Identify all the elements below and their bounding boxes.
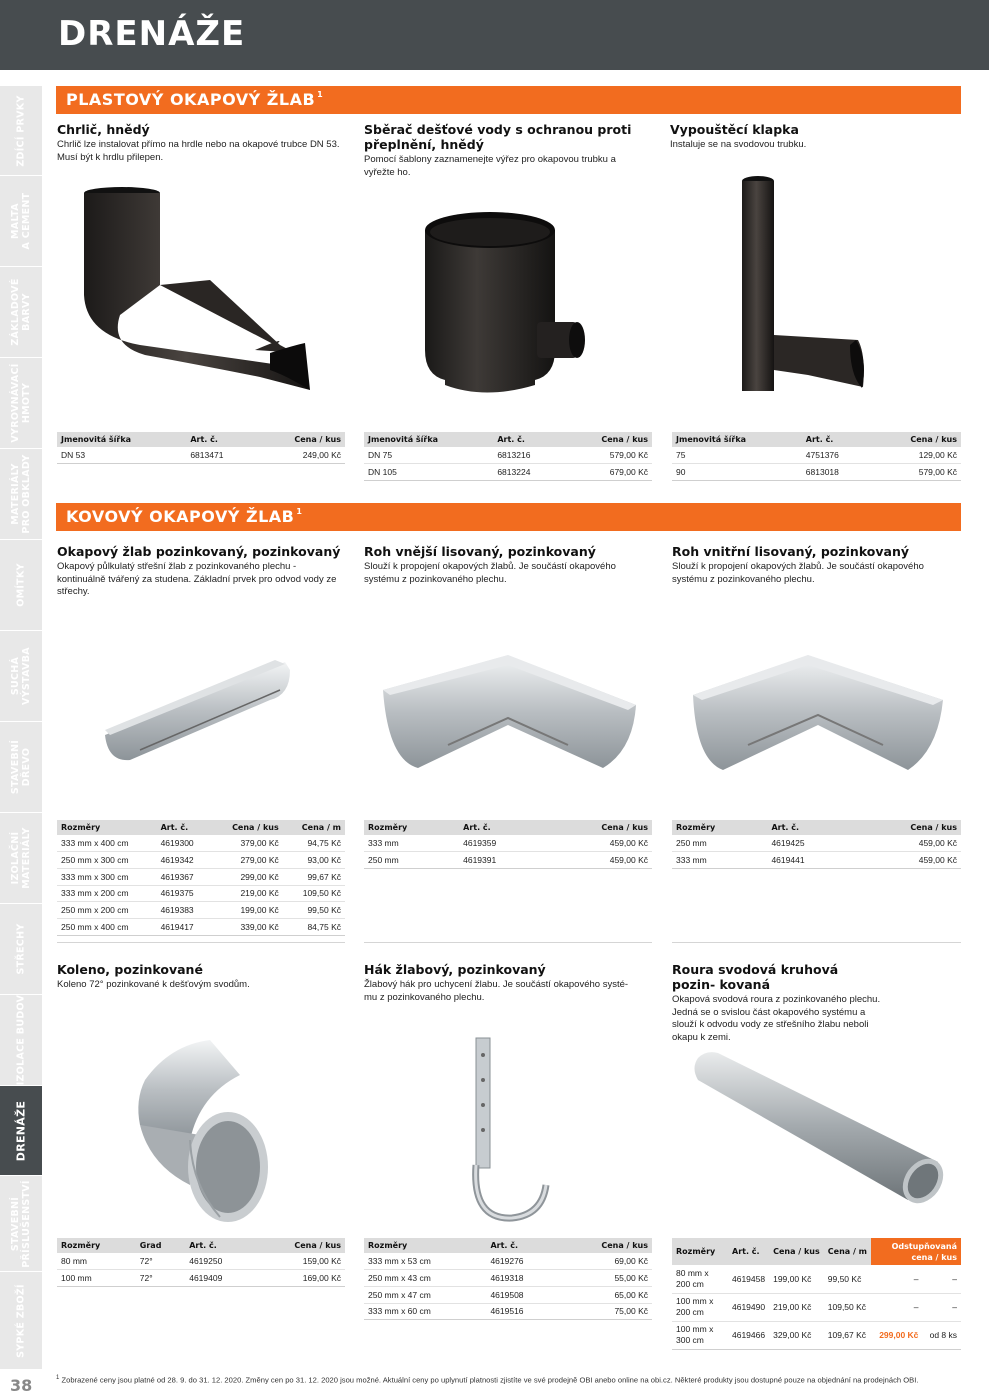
sidebar-tab-stavebni-drevo[interactable]: STAVEBNÍ DŘEVO	[0, 722, 42, 813]
product-description: Pomocí šablony zaznamenejte výřez pro okapovou trubku a vyřežte ho.	[364, 154, 616, 178]
sidebar-tab-zakladove-barvy[interactable]: ZÁKLADOVÉ BARVY	[0, 267, 42, 358]
page-number: 38	[10, 1376, 33, 1395]
product-name: Roura svodová kruhová pozin- kovaná	[672, 962, 839, 992]
sidebar-tab-stavebni-prislusenstvi[interactable]: STAVEBNÍ PŘÍSLUŠENSTVÍ	[0, 1176, 42, 1272]
table-row: 100 mm x 300 cm 4619466 329,00 Kč 109,67 Kč 299,00 Kč od 8 ks	[672, 1321, 961, 1349]
product-koleno	[57, 962, 347, 992]
zlab-image	[100, 650, 300, 765]
table-row: 333 mm x 60 cm 4619516 75,00 Kč	[364, 1303, 652, 1320]
table-row: 75 4751376 129,00 Kč	[672, 447, 961, 464]
page-title: DRENÁŽE	[58, 14, 246, 54]
product-name: Chrlič, hnědý	[57, 122, 150, 137]
section-title-plastic: PLASTOVÝ OKAPOVÝ ŽLAB	[66, 90, 316, 109]
product-description: Koleno 72° pozinkované k dešťovým svodům.	[57, 979, 250, 990]
table-hak: Rozměry Art. č. Cena / kus 333 mm x 53 cm 4619276 69,00 Kč 250 mm x 43 cm 4619318 55,00 Kč 250 mm x 47 cm 4619508 65,00 Kč 333 mm x 60 cm 4619516 75,00 Kč	[364, 1238, 652, 1320]
table-row: 250 mm x 300 cm 4619342 279,00 Kč 93,00 Kč	[57, 852, 345, 869]
table-koleno: Rozměry Grad Art. č. Cena / kus 80 mm 72° 4619250 159,00 Kč 100 mm 72° 4619409 169,00 Kč	[57, 1238, 345, 1287]
table-row: 333 mm 4619441 459,00 Kč	[672, 852, 961, 869]
product-description: Slouží k propojení okapových žlabů. Je součástí okapového systému z pozinkovaného plechu.	[364, 561, 616, 585]
table-row: 333 mm x 400 cm 4619300 379,00 Kč 94,75 Kč	[57, 835, 345, 852]
product-description: Slouží k propojení okapových žlabů. Je součástí okapového systému z pozinkovaného plechu.	[672, 561, 924, 585]
table-sberac: Jmenovitá šířka Art. č. Cena / kus DN 75 6813216 579,00 Kč DN 105 6813224 679,00 Kč	[364, 432, 652, 481]
sidebar-tab-drenaze[interactable]: DRENÁŽE	[0, 1086, 42, 1176]
roh-vnejsi-image	[378, 650, 640, 775]
table-row: DN 75 6813216 579,00 Kč	[364, 447, 652, 464]
table-row: DN 53 6813471 249,00 Kč	[57, 447, 345, 464]
product-klapka	[670, 122, 960, 152]
table-zlab: Rozměry Art. č. Cena / kus Cena / m 333 mm x 400 cm 4619300 379,00 Kč 94,75 Kč 250 mm x 300 cm 4619342 279,00 Kč 93,00 Kč 333 mm x 300 cm 4619367 299,00 Kč 99,67 Kč 333 mm x 200 cm 4619375 219,00 Kč 109,50 Kč 250 mm x 200 cm 4619383 199,00 Kč 99,50 Kč 250 mm x 400 cm 4619417 339,00 Kč 84,75 Kč	[57, 820, 345, 936]
product-name: Vypouštěcí klapka	[670, 122, 799, 137]
table-row: 100 mm x 200 cm 4619490 219,00 Kč 109,50 Kč – –	[672, 1293, 961, 1321]
product-name: Sběrač dešťové vody s ochranou proti přeplnění, hnědý	[364, 122, 632, 152]
sidebar-tab-izolace-budov[interactable]: IZOLACE BUDOV	[0, 995, 42, 1086]
divider	[57, 942, 345, 943]
sberac-image	[415, 210, 595, 400]
table-roh-vnejsi: Rozměry Art. č. Cena / kus 333 mm 4619359 459,00 Kč 250 mm 4619391 459,00 Kč	[364, 820, 652, 869]
sidebar-tab-materialy-obklady[interactable]: MATERIÁLY PRO OBKLADY	[0, 449, 42, 540]
sidebar-tab-izolacni-materialy[interactable]: IZOLAČNÍ MATERIÁLY	[0, 813, 42, 904]
section-title-metal: KOVOVÝ OKAPOVÝ ŽLAB	[66, 507, 295, 526]
roura-image	[688, 1050, 950, 1210]
sidebar-tab-strechy[interactable]: STŘECHY	[0, 904, 42, 995]
product-name: Koleno, pozinkované	[57, 962, 203, 977]
table-row: 250 mm x 43 cm 4619318 55,00 Kč	[364, 1270, 652, 1287]
table-row: 333 mm x 53 cm 4619276 69,00 Kč	[364, 1253, 652, 1270]
table-row: 250 mm 4619425 459,00 Kč	[672, 835, 961, 852]
sidebar-tab-malta-cement[interactable]: MALTA A CEMENT	[0, 176, 42, 267]
product-roh-vnejsi	[364, 544, 654, 586]
table-row: 100 mm 72° 4619409 169,00 Kč	[57, 1270, 345, 1287]
table-klapka: Jmenovitá šířka Art. č. Cena / kus 75 4751376 129,00 Kč 90 6813018 579,00 Kč	[672, 432, 961, 481]
koleno-image	[130, 1035, 275, 1225]
table-row: 333 mm 4619359 459,00 Kč	[364, 835, 652, 852]
roh-vnitrni-image	[688, 650, 946, 775]
product-roura	[672, 962, 962, 1044]
sidebar-tab-sucha-vystavba[interactable]: SUCHÁ VÝSTAVBA	[0, 631, 42, 722]
table-row: 90 6813018 579,00 Kč	[672, 464, 961, 481]
product-name: Roh vnější lisovaný, pozinkovaný	[364, 544, 596, 559]
section-bar-plastic: PLASTOVÝ OKAPOVÝ ŽLAB $^1$	[56, 86, 961, 114]
graduated-price: 299,00 Kč	[871, 1321, 922, 1349]
sidebar-tab-sypke-zbozi[interactable]: SYPKÉ ZBOŽÍ	[0, 1272, 42, 1370]
table-row: 333 mm x 300 cm 4619367 299,00 Kč 99,67 Kč	[57, 868, 345, 885]
product-description: Okapový půlkulatý střešní žlab z pozinkovaného plechu - kontinuálně tvářený za studena. Základní prvek pro odvod vody ze střechy.	[57, 561, 337, 597]
table-row: 250 mm 4619391 459,00 Kč	[364, 852, 652, 869]
sidebar-tab-vyrovnavaci-hmoty[interactable]: VYROVNÁVACÍ HMOTY	[0, 358, 42, 449]
product-description: Chrlič lze instalovat přímo na hrdle nebo na okapové trubce DN 53. Musí být k hrdlu přilepen.	[57, 139, 340, 163]
table-row: 333 mm x 200 cm 4619375 219,00 Kč 109,50 Kč	[57, 885, 345, 902]
product-description: Instaluje se na svodovou trubku.	[670, 139, 807, 150]
table-row: 80 mm 72° 4619250 159,00 Kč	[57, 1253, 345, 1270]
hak-image	[462, 1035, 557, 1225]
product-zlab	[57, 544, 347, 599]
page-header	[0, 0, 989, 70]
product-roh-vnitrni	[672, 544, 962, 586]
divider	[672, 942, 961, 943]
table-row: 80 mm x 200 cm 4619458 199,00 Kč 99,50 Kč – –	[672, 1265, 961, 1293]
product-sberac	[364, 122, 654, 179]
table-row: 250 mm x 47 cm 4619508 65,00 Kč	[364, 1286, 652, 1303]
product-chrlic	[57, 122, 347, 164]
product-name: Okapový žlab pozinkovaný, pozinkovaný	[57, 544, 341, 559]
graduated-price-header: Odstupňovaná cena / kus	[871, 1238, 961, 1265]
footnote: $^1$ Zobrazené ceny jsou platné od 28. 9. do 31. 12. 2020. Změny cen po 31. 12. 2020 jsou možné. Aktuální ceny po uplynutí platnosti zjistíte ve své prodejně OBI anebo online na obi.cz. Některé produkty jsou dostupné pouze na objednání na prodejnách OBI.	[56, 1375, 919, 1385]
table-roura: Rozměry Art. č. Cena / kus Cena / m Odstupňovaná cena / kus 80 mm x 200 cm 4619458 199,00 Kč 99,50 Kč – – 100 mm x 200 cm 4619490 219,00 Kč 109,50 Kč – – 100 mm x 300 cm 4619466 329,00 Kč 109,67 Kč 299,00 Kč od 8 ks	[672, 1238, 961, 1350]
table-row: 250 mm x 400 cm 4619417 339,00 Kč 84,75 Kč	[57, 918, 345, 935]
product-description: Žlabový hák pro uchycení žlabu. Je součástí okapového systé- mu z pozinkovaného plechu.	[364, 979, 629, 1003]
chrlic-image	[80, 185, 320, 395]
table-row: 250 mm x 200 cm 4619383 199,00 Kč 99,50 Kč	[57, 902, 345, 919]
divider	[364, 942, 652, 943]
sidebar-tab-zdici-prvky[interactable]: ZDÍCÍ PRVKY	[0, 86, 42, 176]
product-name: Roh vnitřní lisovaný, pozinkovaný	[672, 544, 910, 559]
section-bar-metal: KOVOVÝ OKAPOVÝ ŽLAB $^1$	[56, 503, 961, 531]
product-name: Hák žlabový, pozinkovaný	[364, 962, 546, 977]
klapka-image	[738, 175, 868, 400]
sidebar-tab-omitky[interactable]: OMÍTKY	[0, 540, 42, 631]
product-hak	[364, 962, 654, 1004]
table-row: DN 105 6813224 679,00 Kč	[364, 464, 652, 481]
category-sidebar	[0, 86, 42, 1370]
product-description: Okapová svodová roura z pozinkovaného plechu. Jedná se o svislou část okapového systému a slouží k odvodu vody ze střešního žlabu neboli okapu k zemi.	[672, 994, 881, 1043]
table-roh-vnitrni: Rozměry Art. č. Cena / kus 250 mm 4619425 459,00 Kč 333 mm 4619441 459,00 Kč	[672, 820, 961, 869]
table-chrlic: Jmenovitá šířka Art. č. Cena / kus DN 53 6813471 249,00 Kč	[57, 432, 345, 464]
